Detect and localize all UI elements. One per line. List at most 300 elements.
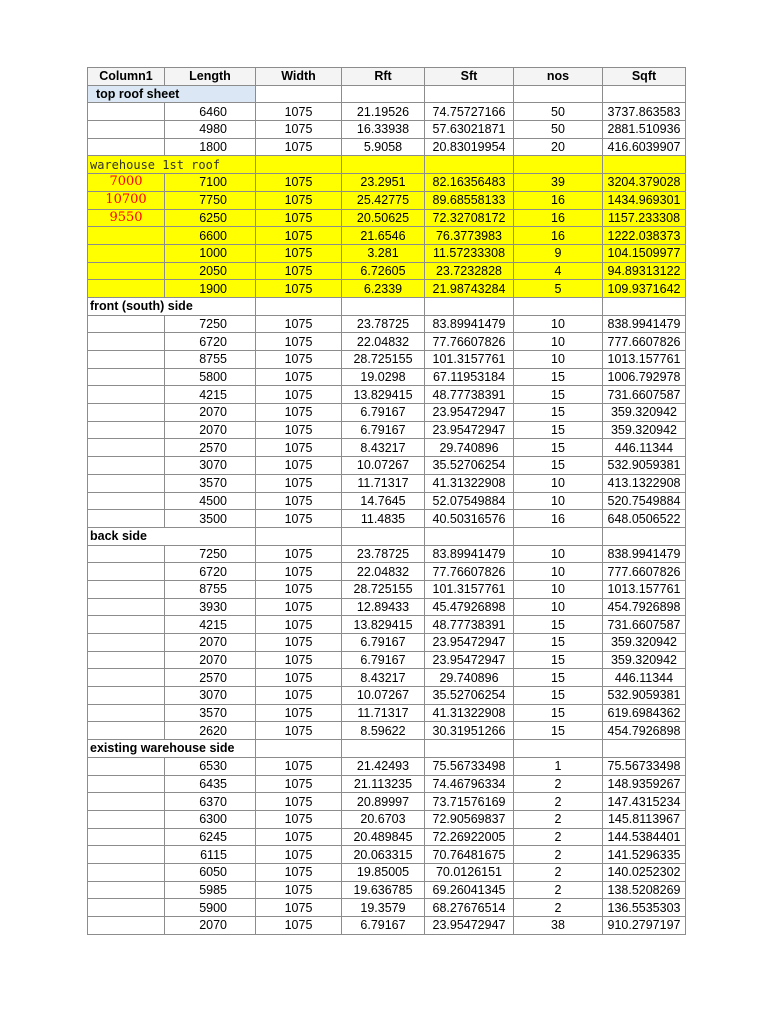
cell-nos[interactable]: 4: [514, 262, 603, 280]
cell-length[interactable]: 8755: [165, 351, 256, 369]
cell-label[interactable]: [88, 917, 165, 935]
cell-label[interactable]: [88, 492, 165, 510]
cell-sft[interactable]: 57.63021871: [425, 121, 514, 139]
cell-nos[interactable]: 2: [514, 881, 603, 899]
cell-length[interactable]: 8755: [165, 580, 256, 598]
cell-width[interactable]: 1075: [256, 899, 342, 917]
cell-width[interactable]: 1075: [256, 174, 342, 192]
cell-width[interactable]: 1075: [256, 103, 342, 121]
cell-width[interactable]: 1075: [256, 722, 342, 740]
cell-length[interactable]: 5900: [165, 899, 256, 917]
cell-width[interactable]: 1075: [256, 368, 342, 386]
cell-rft[interactable]: 21.113235: [342, 775, 425, 793]
cell-rft[interactable]: 10.07267: [342, 457, 425, 475]
cell-sqft[interactable]: 1157.233308: [603, 209, 686, 227]
cell-label[interactable]: [88, 510, 165, 528]
cell-sqft[interactable]: 446.11344: [603, 439, 686, 457]
cell-width[interactable]: 1075: [256, 333, 342, 351]
cell-nos[interactable]: 2: [514, 899, 603, 917]
cell-length[interactable]: 7250: [165, 545, 256, 563]
cell-nos[interactable]: 15: [514, 421, 603, 439]
empty-cell[interactable]: [603, 527, 686, 545]
cell-sft[interactable]: 48.77738391: [425, 616, 514, 634]
cell-width[interactable]: 1075: [256, 634, 342, 652]
cell-label[interactable]: [88, 580, 165, 598]
cell-nos[interactable]: 10: [514, 580, 603, 598]
cell-label[interactable]: [88, 563, 165, 581]
cell-rft[interactable]: 6.79167: [342, 917, 425, 935]
cell-rft[interactable]: 20.489845: [342, 828, 425, 846]
cell-label[interactable]: [88, 244, 165, 262]
cell-sft[interactable]: 35.52706254: [425, 687, 514, 705]
cell-width[interactable]: 1075: [256, 598, 342, 616]
cell-sqft[interactable]: 3204.379028: [603, 174, 686, 192]
cell-rft[interactable]: 23.78725: [342, 545, 425, 563]
cell-length[interactable]: 2070: [165, 421, 256, 439]
cell-nos[interactable]: 15: [514, 386, 603, 404]
cell-label[interactable]: [88, 616, 165, 634]
cell-sqft[interactable]: 1013.157761: [603, 351, 686, 369]
empty-cell[interactable]: [425, 156, 514, 174]
cell-nos[interactable]: 10: [514, 333, 603, 351]
cell-rft[interactable]: 6.79167: [342, 421, 425, 439]
cell-sft[interactable]: 23.95472947: [425, 917, 514, 935]
cell-length[interactable]: 6115: [165, 846, 256, 864]
header-cell[interactable]: Sft: [425, 68, 514, 86]
cell-rft[interactable]: 20.50625: [342, 209, 425, 227]
empty-cell[interactable]: [425, 297, 514, 315]
cell-length[interactable]: 2070: [165, 917, 256, 935]
cell-nos[interactable]: 15: [514, 704, 603, 722]
empty-cell[interactable]: [342, 297, 425, 315]
cell-sft[interactable]: 29.740896: [425, 439, 514, 457]
cell-label[interactable]: [88, 138, 165, 156]
cell-label[interactable]: [88, 757, 165, 775]
cell-sqft[interactable]: 731.6607587: [603, 616, 686, 634]
cell-length[interactable]: 3070: [165, 457, 256, 475]
cell-length[interactable]: 5800: [165, 368, 256, 386]
empty-cell[interactable]: [514, 85, 603, 103]
cell-label[interactable]: [88, 793, 165, 811]
cell-sft[interactable]: 29.740896: [425, 669, 514, 687]
header-cell[interactable]: Column1: [88, 68, 165, 86]
cell-width[interactable]: 1075: [256, 687, 342, 705]
cell-sft[interactable]: 30.31951266: [425, 722, 514, 740]
cell-rft[interactable]: 10.07267: [342, 687, 425, 705]
cell-length[interactable]: 2070: [165, 651, 256, 669]
cell-length[interactable]: 7750: [165, 191, 256, 209]
cell-sft[interactable]: 72.90569837: [425, 810, 514, 828]
cell-label[interactable]: [88, 687, 165, 705]
cell-label[interactable]: [88, 846, 165, 864]
cell-length[interactable]: 2070: [165, 404, 256, 422]
cell-nos[interactable]: 15: [514, 439, 603, 457]
cell-rft[interactable]: 6.79167: [342, 651, 425, 669]
cell-sft[interactable]: 23.7232828: [425, 262, 514, 280]
cell-sft[interactable]: 20.83019954: [425, 138, 514, 156]
cell-sft[interactable]: 72.26922005: [425, 828, 514, 846]
cell-sqft[interactable]: 359.320942: [603, 634, 686, 652]
cell-sft[interactable]: 70.0126151: [425, 863, 514, 881]
cell-width[interactable]: 1075: [256, 651, 342, 669]
cell-sqft[interactable]: 910.2797197: [603, 917, 686, 935]
cell-nos[interactable]: 2: [514, 810, 603, 828]
empty-cell[interactable]: [425, 85, 514, 103]
cell-nos[interactable]: 39: [514, 174, 603, 192]
cell-nos[interactable]: 38: [514, 917, 603, 935]
cell-sqft[interactable]: 145.8113967: [603, 810, 686, 828]
section-label[interactable]: warehouse 1st roof: [88, 156, 256, 174]
cell-width[interactable]: 1075: [256, 563, 342, 581]
cell-length[interactable]: 1000: [165, 244, 256, 262]
cell-nos[interactable]: 2: [514, 828, 603, 846]
cell-sqft[interactable]: 94.89313122: [603, 262, 686, 280]
cell-rft[interactable]: 21.19526: [342, 103, 425, 121]
cell-sqft[interactable]: 777.6607826: [603, 333, 686, 351]
cell-sft[interactable]: 41.31322908: [425, 704, 514, 722]
cell-nos[interactable]: 15: [514, 368, 603, 386]
cell-label[interactable]: [88, 899, 165, 917]
empty-cell[interactable]: [425, 740, 514, 758]
cell-length[interactable]: 3070: [165, 687, 256, 705]
cell-label[interactable]: [88, 280, 165, 298]
empty-cell[interactable]: [342, 85, 425, 103]
cell-rft[interactable]: 19.85005: [342, 863, 425, 881]
empty-cell[interactable]: [603, 297, 686, 315]
cell-width[interactable]: 1075: [256, 421, 342, 439]
section-label[interactable]: top roof sheet: [88, 85, 256, 103]
cell-nos[interactable]: 16: [514, 510, 603, 528]
cell-width[interactable]: 1075: [256, 138, 342, 156]
empty-cell[interactable]: [342, 740, 425, 758]
empty-cell[interactable]: [603, 156, 686, 174]
cell-length[interactable]: 5985: [165, 881, 256, 899]
section-label[interactable]: back side: [88, 527, 256, 545]
cell-length[interactable]: 6460: [165, 103, 256, 121]
cell-width[interactable]: 1075: [256, 191, 342, 209]
cell-sft[interactable]: 83.89941479: [425, 545, 514, 563]
cell-label[interactable]: [88, 457, 165, 475]
cell-nos[interactable]: 15: [514, 687, 603, 705]
cell-label[interactable]: [88, 775, 165, 793]
cell-label[interactable]: [88, 333, 165, 351]
cell-sqft[interactable]: 359.320942: [603, 421, 686, 439]
cell-label[interactable]: 10700: [88, 191, 165, 209]
header-cell[interactable]: Length: [165, 68, 256, 86]
cell-sqft[interactable]: 838.9941479: [603, 545, 686, 563]
cell-sft[interactable]: 89.68558133: [425, 191, 514, 209]
cell-sft[interactable]: 70.76481675: [425, 846, 514, 864]
cell-nos[interactable]: 10: [514, 315, 603, 333]
cell-rft[interactable]: 28.725155: [342, 351, 425, 369]
cell-sft[interactable]: 74.46796334: [425, 775, 514, 793]
cell-label[interactable]: [88, 351, 165, 369]
cell-rft[interactable]: 5.9058: [342, 138, 425, 156]
cell-label[interactable]: [88, 828, 165, 846]
cell-nos[interactable]: 16: [514, 227, 603, 245]
cell-nos[interactable]: 10: [514, 598, 603, 616]
cell-rft[interactable]: 13.829415: [342, 386, 425, 404]
cell-length[interactable]: 6720: [165, 333, 256, 351]
cell-label[interactable]: [88, 634, 165, 652]
cell-label[interactable]: [88, 121, 165, 139]
cell-sqft[interactable]: 3737.863583: [603, 103, 686, 121]
cell-width[interactable]: 1075: [256, 227, 342, 245]
cell-sqft[interactable]: 520.7549884: [603, 492, 686, 510]
cell-rft[interactable]: 19.3579: [342, 899, 425, 917]
cell-rft[interactable]: 11.71317: [342, 474, 425, 492]
cell-sft[interactable]: 40.50316576: [425, 510, 514, 528]
header-cell[interactable]: Sqft: [603, 68, 686, 86]
empty-cell[interactable]: [342, 527, 425, 545]
cell-width[interactable]: 1075: [256, 492, 342, 510]
cell-nos[interactable]: 2: [514, 793, 603, 811]
section-label[interactable]: existing warehouse side: [88, 740, 256, 758]
cell-rft[interactable]: 3.281: [342, 244, 425, 262]
cell-width[interactable]: 1075: [256, 863, 342, 881]
cell-nos[interactable]: 10: [514, 563, 603, 581]
cell-rft[interactable]: 14.7645: [342, 492, 425, 510]
empty-cell[interactable]: [514, 156, 603, 174]
cell-label[interactable]: [88, 545, 165, 563]
cell-width[interactable]: 1075: [256, 262, 342, 280]
empty-cell[interactable]: [256, 85, 342, 103]
cell-length[interactable]: 7250: [165, 315, 256, 333]
cell-sqft[interactable]: 138.5208269: [603, 881, 686, 899]
empty-cell[interactable]: [603, 85, 686, 103]
cell-rft[interactable]: 16.33938: [342, 121, 425, 139]
cell-sqft[interactable]: 777.6607826: [603, 563, 686, 581]
cell-nos[interactable]: 2: [514, 775, 603, 793]
cell-sft[interactable]: 23.95472947: [425, 421, 514, 439]
cell-width[interactable]: 1075: [256, 757, 342, 775]
cell-rft[interactable]: 8.43217: [342, 669, 425, 687]
cell-length[interactable]: 4215: [165, 386, 256, 404]
cell-sqft[interactable]: 446.11344: [603, 669, 686, 687]
cell-sqft[interactable]: 1434.969301: [603, 191, 686, 209]
cell-nos[interactable]: 16: [514, 209, 603, 227]
cell-width[interactable]: 1075: [256, 616, 342, 634]
cell-length[interactable]: 2050: [165, 262, 256, 280]
cell-sqft[interactable]: 648.0506522: [603, 510, 686, 528]
cell-label[interactable]: [88, 103, 165, 121]
cell-length[interactable]: 6300: [165, 810, 256, 828]
cell-rft[interactable]: 22.04832: [342, 333, 425, 351]
cell-label[interactable]: [88, 315, 165, 333]
cell-sqft[interactable]: 104.1509977: [603, 244, 686, 262]
cell-sqft[interactable]: 413.1322908: [603, 474, 686, 492]
empty-cell[interactable]: [425, 527, 514, 545]
cell-label[interactable]: [88, 439, 165, 457]
cell-sft[interactable]: 101.3157761: [425, 351, 514, 369]
cell-width[interactable]: 1075: [256, 351, 342, 369]
cell-label[interactable]: [88, 810, 165, 828]
cell-sft[interactable]: 48.77738391: [425, 386, 514, 404]
cell-nos[interactable]: 15: [514, 669, 603, 687]
cell-rft[interactable]: 11.71317: [342, 704, 425, 722]
cell-width[interactable]: 1075: [256, 457, 342, 475]
cell-width[interactable]: 1075: [256, 810, 342, 828]
cell-sqft[interactable]: 454.7926898: [603, 598, 686, 616]
cell-nos[interactable]: 10: [514, 351, 603, 369]
cell-width[interactable]: 1075: [256, 828, 342, 846]
cell-sqft[interactable]: 1013.157761: [603, 580, 686, 598]
cell-width[interactable]: 1075: [256, 404, 342, 422]
cell-length[interactable]: 2570: [165, 669, 256, 687]
cell-sqft[interactable]: 731.6607587: [603, 386, 686, 404]
cell-nos[interactable]: 15: [514, 457, 603, 475]
empty-cell[interactable]: [514, 740, 603, 758]
cell-width[interactable]: 1075: [256, 386, 342, 404]
cell-sft[interactable]: 101.3157761: [425, 580, 514, 598]
cell-rft[interactable]: 21.42493: [342, 757, 425, 775]
cell-length[interactable]: 6050: [165, 863, 256, 881]
cell-sqft[interactable]: 454.7926898: [603, 722, 686, 740]
cell-length[interactable]: 2620: [165, 722, 256, 740]
cell-width[interactable]: 1075: [256, 669, 342, 687]
empty-cell[interactable]: [256, 156, 342, 174]
cell-sft[interactable]: 21.98743284: [425, 280, 514, 298]
cell-length[interactable]: 4500: [165, 492, 256, 510]
cell-length[interactable]: 1800: [165, 138, 256, 156]
cell-nos[interactable]: 20: [514, 138, 603, 156]
cell-length[interactable]: 6250: [165, 209, 256, 227]
cell-width[interactable]: 1075: [256, 209, 342, 227]
empty-cell[interactable]: [256, 740, 342, 758]
section-label[interactable]: front (south) side: [88, 297, 256, 315]
cell-sqft[interactable]: 532.9059381: [603, 457, 686, 475]
cell-sft[interactable]: 76.3773983: [425, 227, 514, 245]
cell-width[interactable]: 1075: [256, 793, 342, 811]
cell-rft[interactable]: 6.79167: [342, 634, 425, 652]
cell-sft[interactable]: 68.27676514: [425, 899, 514, 917]
cell-rft[interactable]: 13.829415: [342, 616, 425, 634]
cell-nos[interactable]: 2: [514, 846, 603, 864]
cell-width[interactable]: 1075: [256, 704, 342, 722]
cell-label[interactable]: [88, 386, 165, 404]
cell-length[interactable]: 6530: [165, 757, 256, 775]
header-cell[interactable]: nos: [514, 68, 603, 86]
cell-sqft[interactable]: 147.4315234: [603, 793, 686, 811]
cell-width[interactable]: 1075: [256, 244, 342, 262]
cell-nos[interactable]: 15: [514, 616, 603, 634]
cell-rft[interactable]: 20.6703: [342, 810, 425, 828]
cell-length[interactable]: 4215: [165, 616, 256, 634]
cell-length[interactable]: 7100: [165, 174, 256, 192]
empty-cell[interactable]: [603, 740, 686, 758]
cell-length[interactable]: 4980: [165, 121, 256, 139]
cell-width[interactable]: 1075: [256, 474, 342, 492]
cell-sft[interactable]: 83.89941479: [425, 315, 514, 333]
cell-nos[interactable]: 10: [514, 545, 603, 563]
cell-length[interactable]: 3570: [165, 704, 256, 722]
cell-rft[interactable]: 19.0298: [342, 368, 425, 386]
cell-label[interactable]: 9550: [88, 209, 165, 227]
cell-nos[interactable]: 1: [514, 757, 603, 775]
cell-nos[interactable]: 15: [514, 634, 603, 652]
cell-sft[interactable]: 74.75727166: [425, 103, 514, 121]
cell-rft[interactable]: 20.063315: [342, 846, 425, 864]
cell-rft[interactable]: 22.04832: [342, 563, 425, 581]
cell-rft[interactable]: 6.79167: [342, 404, 425, 422]
cell-nos[interactable]: 50: [514, 103, 603, 121]
cell-label[interactable]: [88, 404, 165, 422]
cell-width[interactable]: 1075: [256, 315, 342, 333]
empty-cell[interactable]: [256, 297, 342, 315]
cell-sqft[interactable]: 141.5296335: [603, 846, 686, 864]
cell-sft[interactable]: 75.56733498: [425, 757, 514, 775]
cell-sft[interactable]: 82.16356483: [425, 174, 514, 192]
cell-label[interactable]: [88, 704, 165, 722]
cell-width[interactable]: 1075: [256, 775, 342, 793]
cell-label[interactable]: [88, 262, 165, 280]
cell-sqft[interactable]: 1006.792978: [603, 368, 686, 386]
cell-sqft[interactable]: 359.320942: [603, 651, 686, 669]
cell-nos[interactable]: 10: [514, 474, 603, 492]
cell-rft[interactable]: 6.2339: [342, 280, 425, 298]
cell-nos[interactable]: 15: [514, 404, 603, 422]
cell-width[interactable]: 1075: [256, 510, 342, 528]
cell-label[interactable]: [88, 227, 165, 245]
cell-sqft[interactable]: 2881.510936: [603, 121, 686, 139]
cell-rft[interactable]: 28.725155: [342, 580, 425, 598]
cell-length[interactable]: 3930: [165, 598, 256, 616]
cell-nos[interactable]: 15: [514, 722, 603, 740]
cell-rft[interactable]: 25.42775: [342, 191, 425, 209]
cell-rft[interactable]: 19.636785: [342, 881, 425, 899]
cell-width[interactable]: 1075: [256, 545, 342, 563]
cell-rft[interactable]: 8.59622: [342, 722, 425, 740]
cell-label[interactable]: [88, 598, 165, 616]
cell-width[interactable]: 1075: [256, 881, 342, 899]
cell-label[interactable]: [88, 669, 165, 687]
cell-length[interactable]: 2570: [165, 439, 256, 457]
cell-length[interactable]: 6245: [165, 828, 256, 846]
cell-length[interactable]: 6435: [165, 775, 256, 793]
cell-length[interactable]: 6720: [165, 563, 256, 581]
empty-cell[interactable]: [514, 527, 603, 545]
cell-sft[interactable]: 41.31322908: [425, 474, 514, 492]
cell-nos[interactable]: 2: [514, 863, 603, 881]
cell-sft[interactable]: 11.57233308: [425, 244, 514, 262]
cell-label[interactable]: [88, 863, 165, 881]
cell-label[interactable]: [88, 651, 165, 669]
cell-nos[interactable]: 50: [514, 121, 603, 139]
cell-length[interactable]: 1900: [165, 280, 256, 298]
empty-cell[interactable]: [256, 527, 342, 545]
cell-rft[interactable]: 21.6546: [342, 227, 425, 245]
cell-width[interactable]: 1075: [256, 280, 342, 298]
cell-sqft[interactable]: 1222.038373: [603, 227, 686, 245]
cell-sqft[interactable]: 619.6984362: [603, 704, 686, 722]
cell-rft[interactable]: 23.2951: [342, 174, 425, 192]
cell-sft[interactable]: 52.07549884: [425, 492, 514, 510]
cell-sft[interactable]: 67.11953184: [425, 368, 514, 386]
cell-width[interactable]: 1075: [256, 917, 342, 935]
cell-width[interactable]: 1075: [256, 121, 342, 139]
cell-rft[interactable]: 23.78725: [342, 315, 425, 333]
cell-width[interactable]: 1075: [256, 580, 342, 598]
empty-cell[interactable]: [342, 156, 425, 174]
cell-sft[interactable]: 23.95472947: [425, 634, 514, 652]
cell-sqft[interactable]: 109.9371642: [603, 280, 686, 298]
cell-sqft[interactable]: 144.5384401: [603, 828, 686, 846]
cell-sqft[interactable]: 148.9359267: [603, 775, 686, 793]
cell-nos[interactable]: 9: [514, 244, 603, 262]
cell-sft[interactable]: 73.71576169: [425, 793, 514, 811]
cell-nos[interactable]: 15: [514, 651, 603, 669]
cell-nos[interactable]: 5: [514, 280, 603, 298]
